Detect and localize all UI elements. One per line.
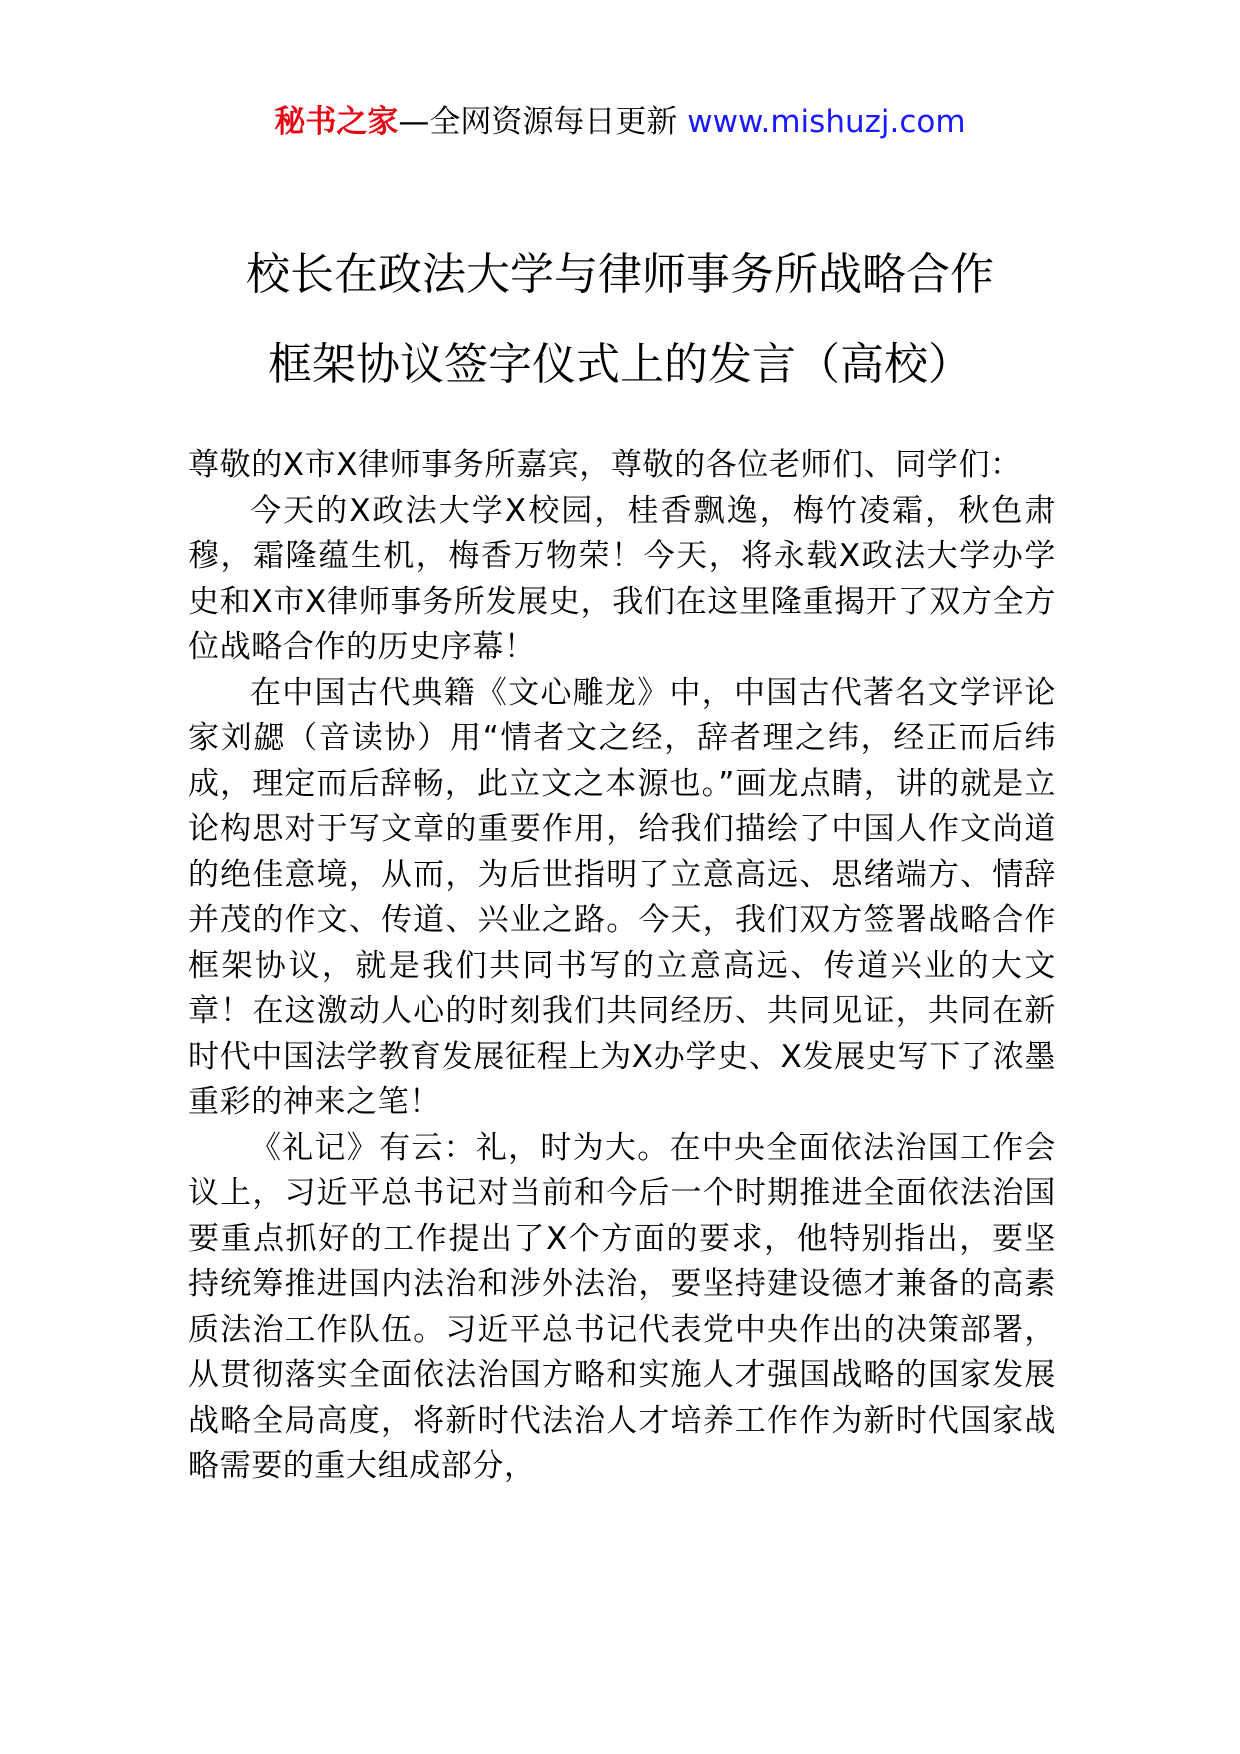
paragraph-2: 在中国古代典籍《文心雕龙》中，中国古代著名文学评论家刘勰（音读协）用“情者文之经，辞者理之纬，经正而后纬成，理定而后辞畅，此立文之本源也。”画龙点睛，讲的就是立论构思对于写文章的重要作用，给我们描绘了中国人作文尚道的绝佳意境，从而，为后世指明了立意高远、思绪端方、情辞并茂的作文、传道、兴业之路。今天，我们双方签署战略合作框架协议，就是我们共同书写的立意高远、传道兴业的大文章！在这激动人心的时刻我们共同经历、共同见证，共同在新时代中国法学教育发展征程上为X办学史、X发展史写下了浓墨重彩的神来之笔！ [188, 674, 1056, 1120]
site-url-link[interactable]: www.mishuzj.com [687, 104, 966, 140]
document-body [188, 443, 1056, 1490]
header-tagline: —全网资源每日更新 [398, 104, 688, 140]
document-title [150, 230, 1090, 410]
title-line-2: 框架协议签字仪式上的发言（高校） [268, 339, 972, 390]
title-line-1: 校长在政法大学与律师事务所战略合作 [246, 249, 994, 300]
site-header [0, 100, 1240, 144]
brand-name: 秘书之家 [274, 104, 399, 140]
paragraph-3: 《礼记》有云：礼，时为大。在中央全面依法治国工作会议上，习近平总书记对当前和今后一个时期推进全面依法治国要重点抓好的工作提出了X个方面的要求，他特别指出，要坚持统筹推进国内法治和涉外法治，要坚持建设德才兼备的高素质法治工作队伍。习近平总书记代表党中央作出的决策部署，从贯彻落实全面依法治国方略和实施人才强国战略的国家发展战略全局高度，将新时代法治人才培养工作作为新时代国家战略需要的重大组成部分， [188, 1129, 1056, 1484]
paragraph-1: 今天的X政法大学X校园，桂香飘逸，梅竹凌霜，秋色肃穆，霜隆蕴生机，梅香万物荣！今天，将永载X政法大学办学史和X市X律师事务所发展史，我们在这里隆重揭开了双方全方位战略合作的历史序幕！ [188, 492, 1056, 665]
salutation: 尊敬的X市X律师事务所嘉宾，尊敬的各位老师们、同学们： [188, 447, 1022, 483]
